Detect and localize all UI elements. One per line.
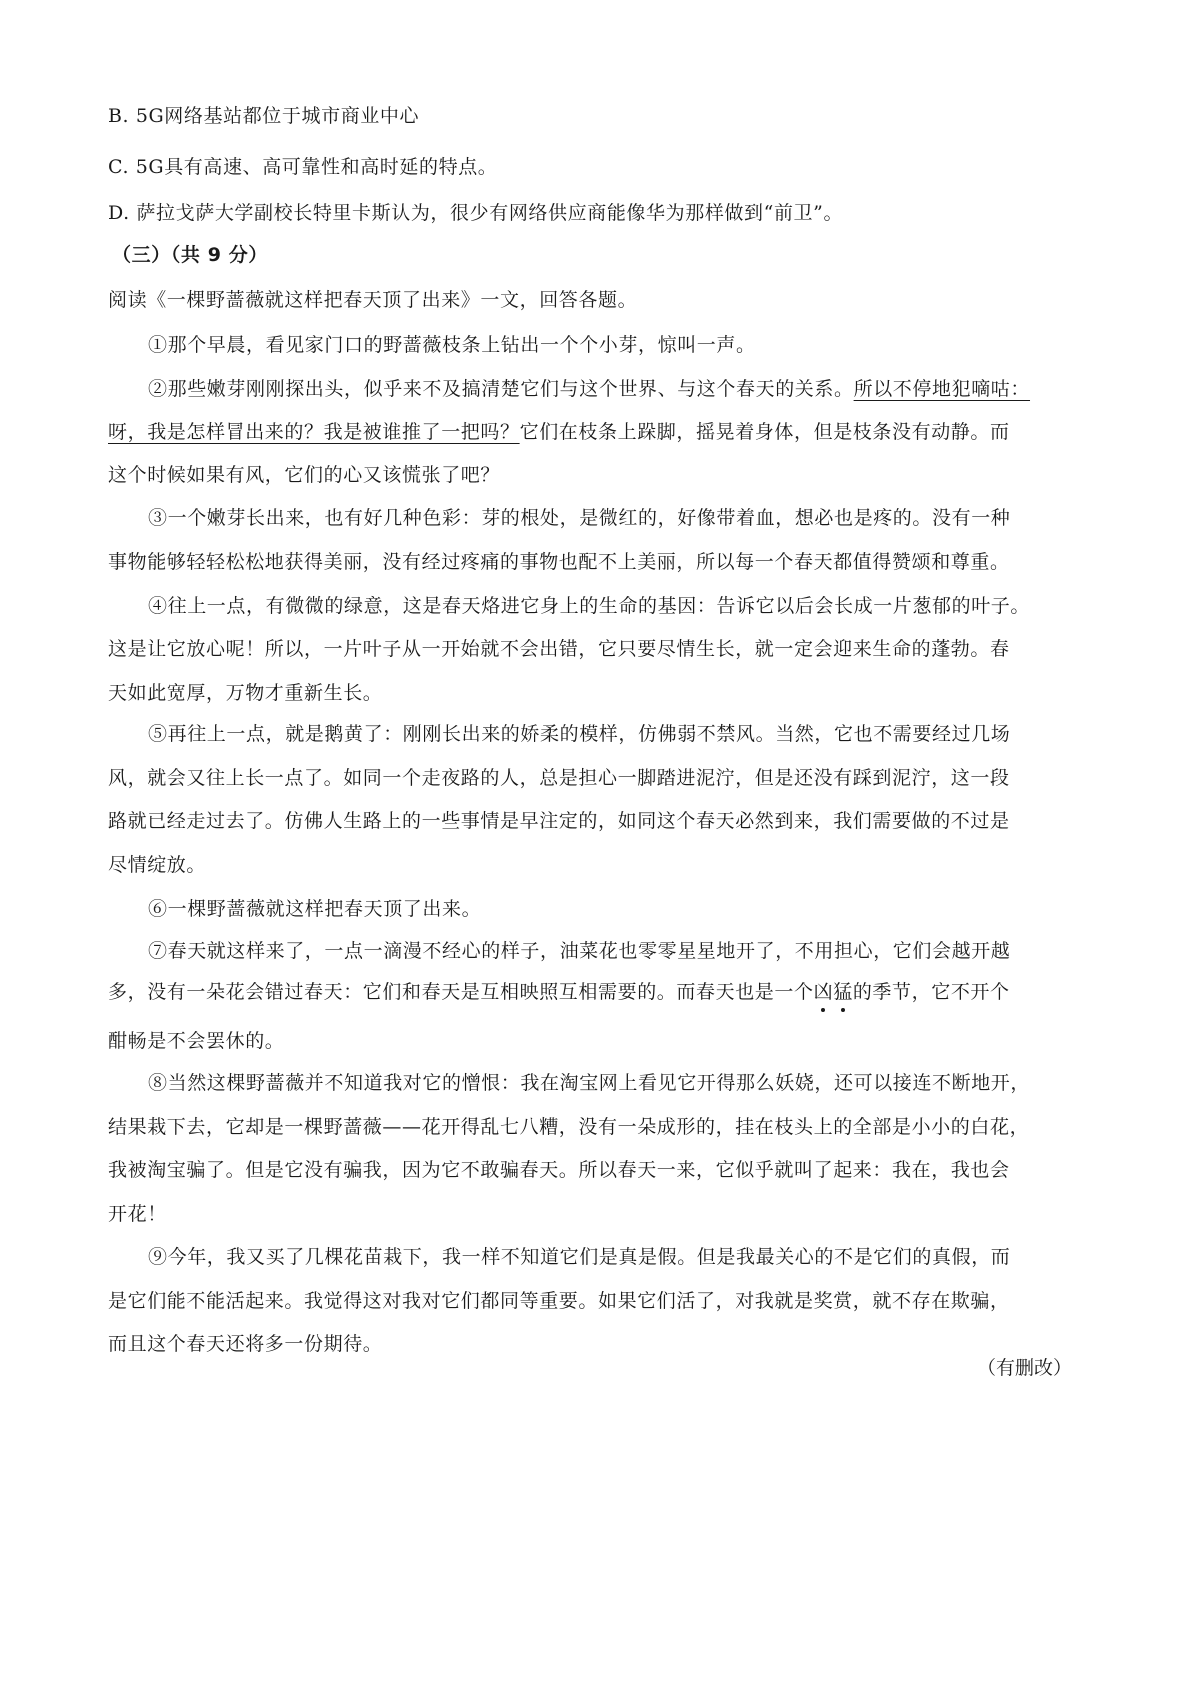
option-b: B. 5G网络基站都位于城市商业中心 — [108, 105, 420, 127]
paragraph-2-text: ②那些嫩芽刚刚探出头，似乎来不及搞清楚它们与这个世界、与这个春天的关系。 — [148, 378, 854, 400]
section-heading: （三）（共 9 分） — [112, 244, 268, 266]
paragraph-1: ①那个早晨，看见家门口的野蔷薇枝条上钻出一个个小芽，惊叫一声。 — [148, 334, 756, 356]
paragraph-5-line-3: 路就已经走过去了。仿佛人生路上的一些事情是早注定的，如同这个春天必然到来，我们需要做的不过是 — [108, 810, 1010, 832]
paragraph-2-text-continued: 它们在枝条上跺脚，摇晃着身体，但是枝条没有动静。而 — [519, 421, 1010, 443]
option-c: C. 5G具有高速、高可靠性和高时延的特点。 — [108, 156, 498, 178]
underlined-sentence-part-1: 所以不停地犯嘀咕： — [853, 378, 1031, 400]
paragraph-8-line-1: ⑧当然这棵野蔷薇并不知道我对它的憎恨：我在淘宝网上看见它开得那么妖娆，还可以接连不断地开， — [148, 1072, 1031, 1094]
paragraph-5-line-2: 风，就会又往上长一点了。如同一个走夜路的人，总是担心一脚踏进泥泞，但是还没有踩到泥泞，这一段 — [108, 767, 1010, 789]
paragraph-5-line-4: 尽情绽放。 — [108, 854, 207, 876]
paragraph-8-line-3: 我被淘宝骗了。但是它没有骗我，因为它不敢骗春天。所以春天一来，它似乎就叫了起来：我在，我也会 — [108, 1159, 1010, 1181]
paragraph-4-line-1: ④往上一点，有微微的绿意，这是春天烙进它身上的生命的基因：告诉它以后会长成一片葱郁的叶子。 — [148, 595, 1031, 617]
paragraph-9-line-1: ⑨今年，我又买了几棵花苗栽下，我一样不知道它们是真是假。但是我最关心的不是它们的真假，而 — [148, 1246, 1011, 1268]
paragraph-8-line-2: 结果栽下去，它却是一棵野蔷薇——花开得乱七八糟，没有一朵成形的，挂在枝头上的全部是小小的白花， — [108, 1116, 1030, 1138]
paragraph-7-text: 多，没有一朵花会错过春天：它们和春天是互相映照互相需要的。而春天也是一个 — [108, 981, 814, 1003]
paragraph-9-line-3: 而且这个春天还将多一份期待。 — [108, 1333, 383, 1355]
source-note: （有删改） — [976, 1357, 1072, 1379]
paragraph-3-line-1: ③一个嫩芽长出来，也有好几种色彩：芽的根处，是微红的，好像带着血，想必也是疼的。没有一种 — [148, 507, 1011, 529]
paragraph-9-line-2: 是它们能不能活起来。我觉得这对我对它们都同等重要。如果它们活了，对我就是奖赏，就不存在欺骗， — [108, 1290, 1010, 1312]
emphasis-dot-2 — [841, 1008, 845, 1012]
paragraph-2-line-2 — [108, 417, 1010, 444]
paragraph-2-line-1 — [148, 374, 1030, 401]
paragraph-3-line-2: 事物能够轻轻松松地获得美丽，没有经过疼痛的事物也配不上美丽，所以每一个春天都值得赞颂和尊重。 — [108, 551, 1010, 573]
section-instruction: 阅读《一棵野蔷薇就这样把春天顶了出来》一文，回答各题。 — [108, 289, 638, 311]
underlined-sentence-part-2: 呀，我是怎样冒出来的？我是被谁推了一把吗？ — [108, 421, 520, 443]
paragraph-5-line-1: ⑤再往上一点，就是鹅黄了：刚刚长出来的娇柔的模样，仿佛弱不禁风。当然，它也不需要经过几场 — [148, 723, 1011, 745]
paragraph-7-line-1: ⑦春天就这样来了，一点一滴漫不经心的样子，油菜花也零零星星地开了，不用担心，它们会越开越 — [148, 940, 1011, 962]
paragraph-4-line-3: 天如此宽厚，万物才重新生长。 — [108, 682, 383, 704]
emphasis-dot-1 — [821, 1008, 825, 1012]
paragraph-8-line-4: 开花！ — [108, 1203, 167, 1225]
paragraph-2-line-3: 这个时候如果有风，它们的心又该慌张了吧？ — [108, 464, 501, 486]
paragraph-7-line-3: 酣畅是不会罢休的。 — [108, 1030, 285, 1052]
emphasized-char-1: 凶 — [814, 977, 834, 1004]
paragraph-4-line-2: 这是让它放心呢！所以，一片叶子从一开始就不会出错，它只要尽情生长，就一定会迎来生命的蓬勃。春 — [108, 638, 1010, 660]
emphasized-char-2: 猛 — [833, 977, 853, 1004]
paragraph-6: ⑥一棵野蔷薇就这样把春天顶了出来。 — [148, 898, 482, 920]
option-d: D. 萨拉戈萨大学副校长特里卡斯认为，很少有网络供应商能像华为那样做到“前卫”。 — [108, 202, 844, 224]
paragraph-7-line-2 — [108, 977, 1010, 1004]
paragraph-7-text-continued: 的季节，它不开个 — [852, 981, 1010, 1003]
